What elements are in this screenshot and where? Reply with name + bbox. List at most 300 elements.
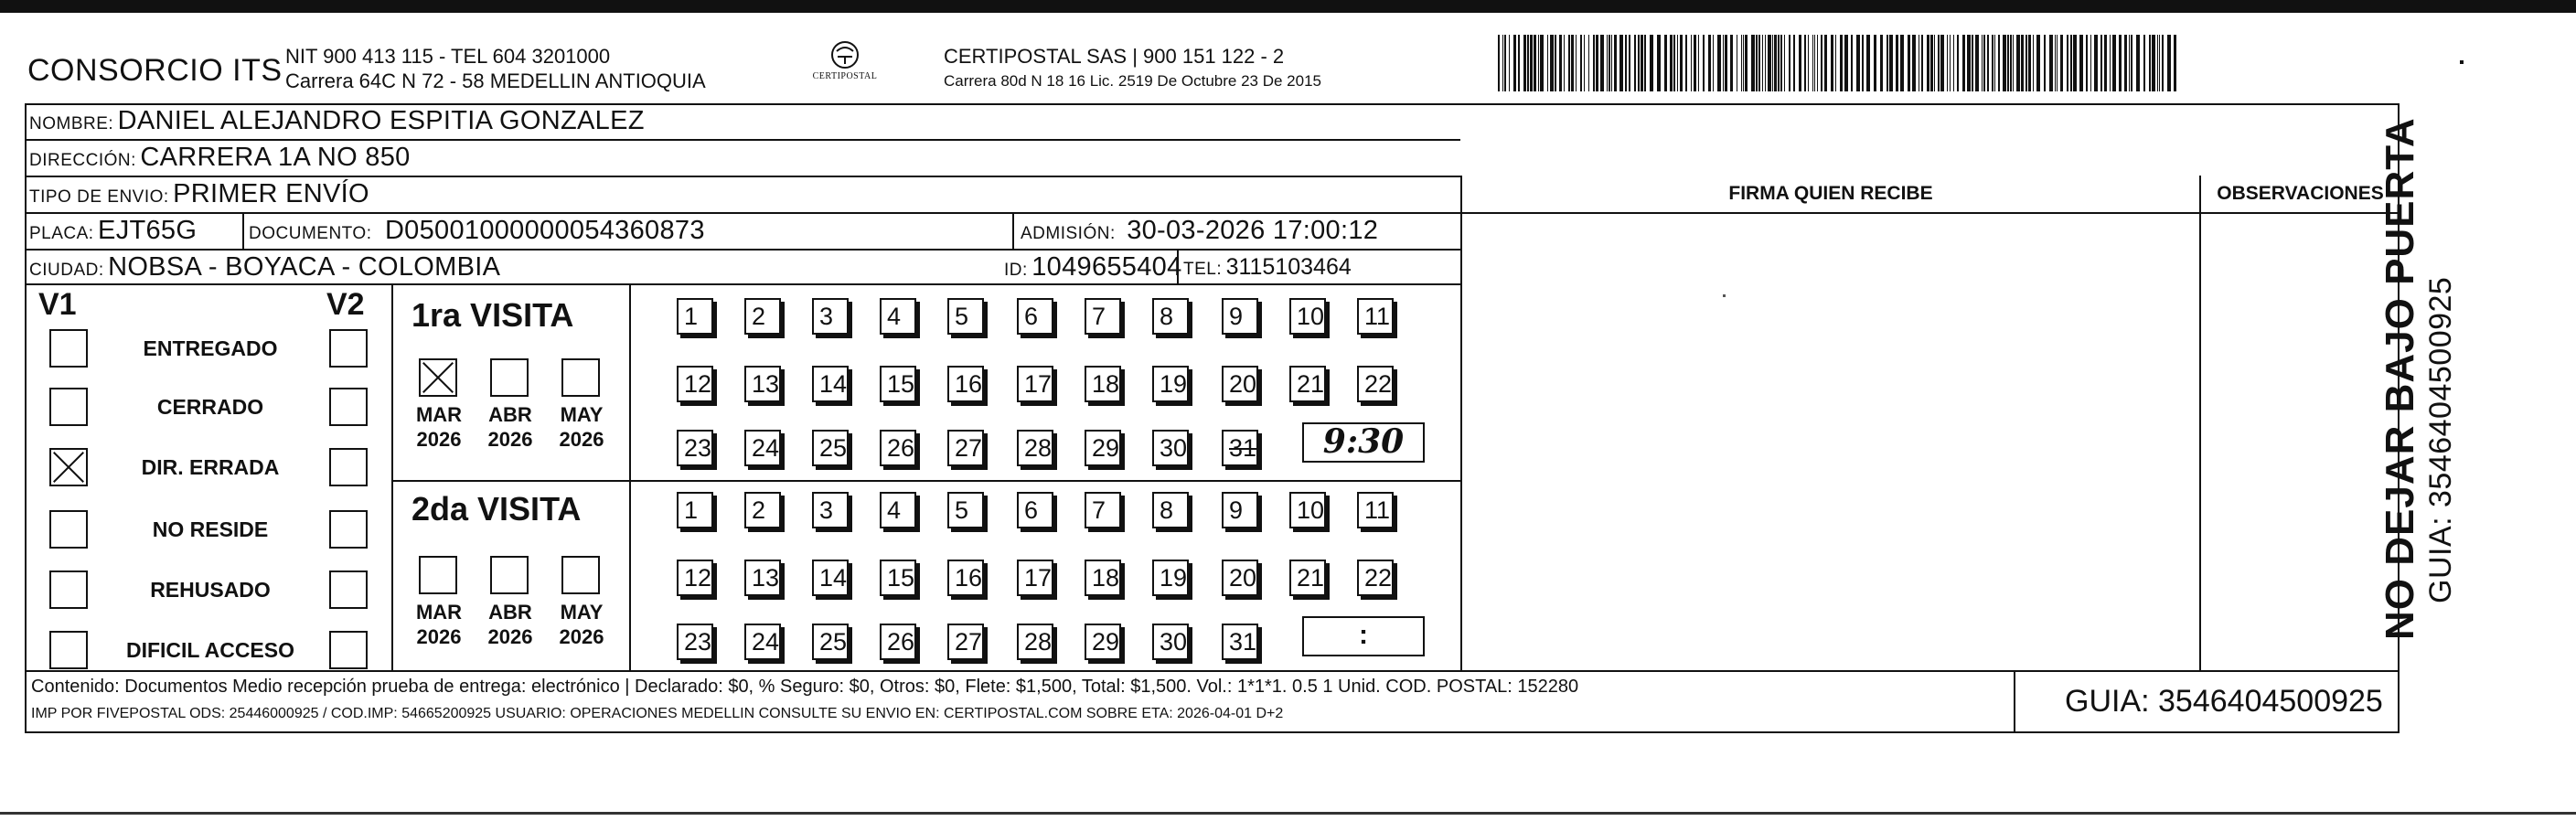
barcode-bar [2086,35,2088,91]
barcode-bar [1789,35,1790,91]
barcode-bar [2060,35,2063,91]
barcode-bar [2036,35,2040,91]
barcode-bar [1584,35,1585,91]
barcode-bar [1625,35,1627,91]
visit2-day[interactable]: 30 [1152,624,1189,660]
barcode-bar [2143,35,2145,91]
status-divider [391,283,393,670]
month-divider [629,283,631,670]
company-name: CONSORCIO ITS [27,53,283,88]
barcode-bar [2013,35,2014,91]
visit2-day[interactable]: 24 [744,624,781,660]
status-v2-checkbox[interactable] [329,448,368,486]
barcode-bar [1638,35,1640,91]
barcode-bar [1596,35,1598,91]
barcode-bar [1874,35,1876,91]
status-v2-checkbox[interactable] [329,388,368,426]
tel-cell [1183,254,1352,281]
barcode-bar [1576,35,1577,91]
visit1-day[interactable]: 25 [812,430,849,466]
barcode-bar [1670,35,1673,91]
barcode-bar [1723,35,1724,91]
status-v2-checkbox[interactable] [329,631,368,669]
visit1-month-label [410,402,468,452]
barcode-bar [1691,35,1692,91]
tipo-row [29,179,369,209]
barcode-bar [1571,35,1574,91]
barcode-bar [1998,35,2000,91]
visit1-title: 1ra VISITA [412,296,574,334]
barcode-bar [2159,35,2160,91]
barcode-bar [1641,35,1643,91]
placa-cell [29,216,197,246]
firma-header: FIRMA QUIEN RECIBE [1728,183,1933,204]
barcode-bar [2112,35,2116,91]
tipo-value: PRIMER ENVÍO [173,179,369,208]
barcode-bar [1614,35,1617,91]
visit1-day[interactable]: 21 [1289,366,1326,402]
visit2-title: 2da VISITA [412,490,582,528]
status-label: DIFICIL ACCESO [125,638,294,662]
barcode-bar [1756,35,1758,91]
barcode-bar [2136,35,2140,91]
admision-underline [1012,249,1460,251]
placa-value: EJT65G [98,216,198,245]
logo-icon [828,40,861,71]
visit1-month-checkbox[interactable] [490,358,529,397]
visit1-month-checkbox[interactable] [419,358,457,397]
barcode-bar [1817,35,1818,91]
address-line: Carrera 64C N 72 - 58 MEDELLIN ANTIOQUIA [285,69,706,92]
barcode-bar [2119,35,2122,91]
bottom-border [0,812,2576,815]
barcode-bar [1634,35,1636,91]
top-border [0,0,2576,13]
barcode-bar [1685,35,1687,91]
visit2-day[interactable]: 28 [1017,624,1053,660]
barcode-bar [1540,35,1544,91]
barcode-bar [1947,35,1948,91]
visit2-day[interactable]: 19 [1152,560,1189,596]
visit2-day[interactable]: 25 [812,624,849,660]
v1-header: V1 [38,287,77,322]
barcode-bar [1677,35,1678,91]
visit2-day[interactable]: 13 [744,560,781,596]
logo-text: CERTIPOSTAL [812,71,878,81]
visit2-day[interactable]: 22 [1357,560,1394,596]
barcode-bar [2003,35,2006,91]
visit2-day[interactable]: 7 [1085,492,1121,528]
barcode-bar [1741,35,1742,91]
barcode-bar [1856,35,1860,91]
barcode-bar [1983,35,1985,91]
barcode-bar [1851,35,1853,91]
barcode-bar [1780,35,1782,91]
visit2-day[interactable]: 10 [1289,492,1326,528]
barcode-bar [2157,35,2158,91]
barcode-bar [1762,35,1763,91]
barcode-bar [2044,35,2046,91]
visit1-day[interactable]: 11 [1357,298,1394,335]
visit1-day[interactable]: 19 [1152,366,1189,402]
visit1-day[interactable]: 28 [1017,430,1053,466]
barcode-bar [1629,35,1630,91]
guia-divider [2014,670,2015,733]
visit1-day[interactable]: 17 [1017,366,1053,402]
barcode-bar [2090,35,2091,91]
barcode-bar [1987,35,1989,91]
visit1-day[interactable]: 23 [677,430,713,466]
barcode-bar [1730,35,1733,91]
barcode-bar [1758,35,1760,91]
barcode-bar [1930,35,1933,91]
barcode-bar [1844,35,1848,91]
barcode-bar [2152,35,2155,91]
visit1-day[interactable]: 12 [677,366,713,402]
placa-divider [242,212,244,249]
visit-divider [391,480,1460,482]
barcode-bar [1564,35,1565,91]
visit2-day[interactable]: 17 [1017,560,1053,596]
visit2-day[interactable]: 20 [1222,560,1258,596]
visit2-day[interactable]: 15 [880,560,916,596]
barcode-bar [1673,35,1675,91]
visit2-day[interactable]: 23 [677,624,713,660]
barcode-bar [1725,35,1727,91]
visit1-day[interactable]: 24 [744,430,781,466]
visit1-day[interactable]: 3 [812,298,849,335]
barcode-bar [1889,35,1893,91]
visit1-day[interactable]: 27 [947,430,984,466]
visit2-day[interactable]: 11 [1357,492,1394,528]
admision-label: ADMISIÓN: [1021,224,1116,243]
barcode-bar [1896,35,1898,91]
barcode-bar [1498,35,1500,91]
mark-dot [2460,60,2464,64]
direccion-row [29,143,411,173]
barcode-bar [2010,35,2012,91]
month-year: 2026 [487,625,533,648]
barcode-bar [1835,35,1836,91]
status-v1-checkbox[interactable] [49,510,88,549]
status-v1-checkbox[interactable] [49,388,88,426]
visit1-month-label [481,402,540,452]
visit2-day[interactable]: 6 [1017,492,1053,528]
month-year: 2026 [559,625,604,648]
barcode-bar [1887,35,1888,91]
barcode-bar [1509,35,1510,91]
status-v1-checkbox[interactable] [49,448,88,486]
barcode-bar [1953,35,1954,91]
barcode-bar [1940,35,1944,91]
tel-label: TEL: [1183,260,1223,279]
visit1-day[interactable]: 29 [1085,430,1121,466]
visit1-day[interactable]: 20 [1222,366,1258,402]
visit2-day[interactable]: 2 [744,492,781,528]
admision-cell [1021,216,1378,246]
barcode-bar [1804,35,1806,91]
barcode-bar [1880,35,1883,91]
footer-contents: Contenido: Documentos Medio recepción prueba de entrega: electrónico | Declarado: $0, % Seguro: $0, Otros: $0, Flete: $1,500, Total: $1,500. Vol.: 1*1*1. 0.5 1 Unid. COD. POSTAL: 152280 [31,677,1579,697]
barcode-bar [1862,35,1864,91]
visit2-month-label [410,600,468,649]
visit2-month-checkbox[interactable] [561,556,600,594]
barcode-bar [2026,35,2027,91]
visit2-day[interactable]: 12 [677,560,713,596]
side-no-dejar: NO DEJAR BAJO PUERTA [2378,117,2422,640]
admision-value: 30-03-2026 17:00:12 [1127,216,1379,245]
barcode-bar [2174,35,2176,91]
guia-number: GUIA: 3546404500925 [2065,684,2383,719]
barcode-bar [1784,35,1785,91]
documento-value: D05001000000054360873 [384,216,705,245]
row-divider [25,212,2400,214]
month-name: MAR [415,601,463,624]
visit1-day[interactable]: 22 [1357,366,1394,402]
visit1-day[interactable]: 31 [1222,430,1258,466]
barcode-bar [1538,35,1539,91]
barcode-bar [1912,35,1916,91]
visit1-day[interactable]: 15 [880,366,916,402]
barcode-bar [1994,35,1995,91]
month-name: MAY [560,601,604,624]
certipostal-logo [812,40,878,81]
barcode-bar [1768,35,1771,91]
id-cell [1004,252,1182,283]
barcode-bar [2167,35,2171,91]
barcode-bar [1840,35,1843,91]
barcode-bar [1513,35,1516,91]
visit1-time[interactable] [1302,422,1425,463]
barcode-bar [1972,35,1973,91]
v2-header: V2 [326,287,365,322]
visit1-day[interactable]: 5 [947,298,984,335]
admision-divider [1012,212,1014,249]
barcode-bar [1518,35,1520,91]
visit1-day[interactable]: 14 [812,366,849,402]
visit2-day[interactable]: 5 [947,492,984,528]
ciudad-value: NOBSA - BOYACA - COLOMBIA [108,252,501,282]
certi-line2: Carrera 80d N 18 16 Lic. 2519 De Octubre 23 De 2015 [944,72,1321,90]
footer-divider [25,670,2400,672]
visit1-day[interactable]: 26 [880,430,916,466]
visit1-day[interactable]: 2 [744,298,781,335]
visit2-day[interactable]: 31 [1222,624,1258,660]
barcode-bar [1502,35,1503,91]
visit1-day[interactable]: 30 [1152,430,1189,466]
barcode-bar [2100,35,2102,91]
barcode-bar [2079,35,2083,91]
visit1-day[interactable]: 6 [1017,298,1053,335]
barcode-bar [2007,35,2009,91]
side-notice [2378,117,2459,640]
visit2-month-checkbox[interactable] [419,556,457,594]
status-v2-checkbox[interactable] [329,510,368,549]
barcode-bar [1664,35,1667,91]
barcode-bar [2016,35,2020,91]
visit1-day[interactable]: 10 [1289,298,1326,335]
barcode-bar [2070,35,2072,91]
documento-cell [249,216,705,246]
barcode-bar [1713,35,1714,91]
barcode-bar [1547,35,1548,91]
status-v2-checkbox[interactable] [329,570,368,609]
month-year: 2026 [487,428,533,451]
barcode-bar [1534,35,1536,91]
visit1-month-label [552,402,611,452]
barcode-bar [1650,35,1653,91]
barcode-bar [1523,35,1526,91]
nombre-label: NOMBRE: [29,114,114,133]
barcode-bar [1992,35,1993,91]
barcode-bar [1778,35,1780,91]
barcode-bar [1967,35,1971,91]
visit2-day[interactable]: 27 [947,624,984,660]
barcode-bar [1831,35,1833,91]
visit2-day[interactable]: 9 [1222,492,1258,528]
status-v1-checkbox[interactable] [49,329,88,368]
barcode-bar [1611,35,1612,91]
barcode-bar [1812,35,1813,91]
nombre-row [29,106,645,136]
barcode-bar [1927,35,1929,91]
barcode-bar [1808,35,1809,91]
status-label: NO RESIDE [152,517,269,541]
row-divider [25,139,1460,141]
barcode-bar [1708,35,1711,91]
firma-divider [1460,176,1462,670]
barcode-bar [2055,35,2056,91]
barcode-bar [1774,35,1777,91]
barcode-bar [1593,35,1595,91]
visit2-day[interactable]: 26 [880,624,916,660]
status-v2-checkbox[interactable] [329,329,368,368]
barcode-bar [2067,35,2068,91]
status-v1-checkbox[interactable] [49,631,88,669]
visit1-day[interactable]: 7 [1085,298,1121,335]
month-name: MAY [560,403,604,426]
barcode-bar [2021,35,2024,91]
barcode-bar [2131,35,2132,91]
visit2-month-label [552,600,611,649]
barcode-bar [1772,35,1773,91]
nit-line: NIT 900 413 115 - TEL 604 3201000 [285,45,611,68]
visit1-day[interactable]: 4 [880,298,916,335]
barcode-bar [2110,35,2111,91]
barcode-bar [1793,35,1795,91]
barcode-bar [1751,35,1755,91]
status-label: DIR. ERRADA [141,455,280,479]
row-divider [25,176,1460,177]
barcode-bar [1504,35,1506,91]
row-divider [25,283,1460,285]
company-info [285,44,706,93]
visit1-day[interactable]: 13 [744,366,781,402]
barcode-bar [1745,35,1748,91]
direccion-value: CARRERA 1A NO 850 [140,143,411,172]
barcode-bar [1950,35,1951,91]
status-v1-checkbox[interactable] [49,570,88,609]
barcode-bar [1900,35,1904,91]
visit2-month-checkbox[interactable] [490,556,529,594]
visit2-time[interactable] [1302,616,1425,656]
barcode-bar [1934,35,1935,91]
ciudad-label: CIUDAD: [29,261,104,280]
id-value: 1049655404 [1031,252,1182,282]
barcode-bar [2033,35,2034,91]
mark-dot [1723,294,1726,297]
month-year: 2026 [416,625,462,648]
barcode-bar [1814,35,1815,91]
barcode-bar [1609,35,1610,91]
barcode-bar [1866,35,1870,91]
barcode-bar [2104,35,2107,91]
visit1-day[interactable]: 16 [947,366,984,402]
visit1-month-checkbox[interactable] [561,358,600,397]
barcode-bar [1588,35,1589,91]
visit1-day[interactable]: 1 [677,298,713,335]
footer-imp: IMP POR FIVEPOSTAL ODS: 25446000925 / COD.IMP: 54665200925 USUARIO: OPERACIONES MEDELLIN CONSULTE SU ENVIO EN: CERTIPOSTAL.COM SOBRE ETA: 2026-04-01 D+2 [31,706,1284,721]
barcode-bar [1607,35,1608,91]
barcode-bar [1644,35,1646,91]
status-label: CERRADO [156,395,264,419]
visit2-day[interactable]: 18 [1085,560,1121,596]
barcode-bar [1962,35,1965,91]
visit2-month-label [481,600,540,649]
id-label: ID: [1004,261,1028,280]
ciudad-cell [29,252,500,283]
visit2-day[interactable]: 8 [1152,492,1189,528]
visit1-day[interactable]: 18 [1085,366,1121,402]
barcode-bar [1824,35,1827,91]
status-label: REHUSADO [150,578,271,602]
certipostal-info [944,44,1321,93]
visit2-day[interactable]: 29 [1085,624,1121,660]
barcode [1498,35,2178,91]
barcode-bar [1680,35,1683,91]
barcode-bar [1975,35,1979,91]
status-label: ENTREGADO [143,336,278,360]
barcode-bar [1568,35,1570,91]
month-name: ABR [488,601,532,624]
barcode-bar [1527,35,1529,91]
obs-divider [2199,176,2201,670]
barcode-bar [1821,35,1822,91]
visit2-day[interactable]: 16 [947,560,984,596]
barcode-bar [1619,35,1623,91]
barcode-bar [2028,35,2031,91]
barcode-bar [1957,35,1959,91]
barcode-bar [1799,35,1801,91]
barcode-bar [1559,35,1562,91]
barcode-bar [1698,35,1699,91]
visit2-day[interactable]: 1 [677,492,713,528]
barcode-bar [1921,35,1923,91]
visit2-day[interactable]: 4 [880,492,916,528]
visit1-day[interactable]: 9 [1222,298,1258,335]
visit1-day[interactable]: 8 [1152,298,1189,335]
barcode-bar [1908,35,1910,91]
visit2-day[interactable]: 21 [1289,560,1326,596]
month-year: 2026 [559,428,604,451]
barcode-bar [1580,35,1582,91]
visit2-day[interactable]: 14 [812,560,849,596]
visit1-time-value: 9:30 [1322,422,1405,461]
barcode-bar [2049,35,2053,91]
barcode-bar [2149,35,2151,91]
barcode-bar [1765,35,1766,91]
visit2-day[interactable]: 3 [812,492,849,528]
